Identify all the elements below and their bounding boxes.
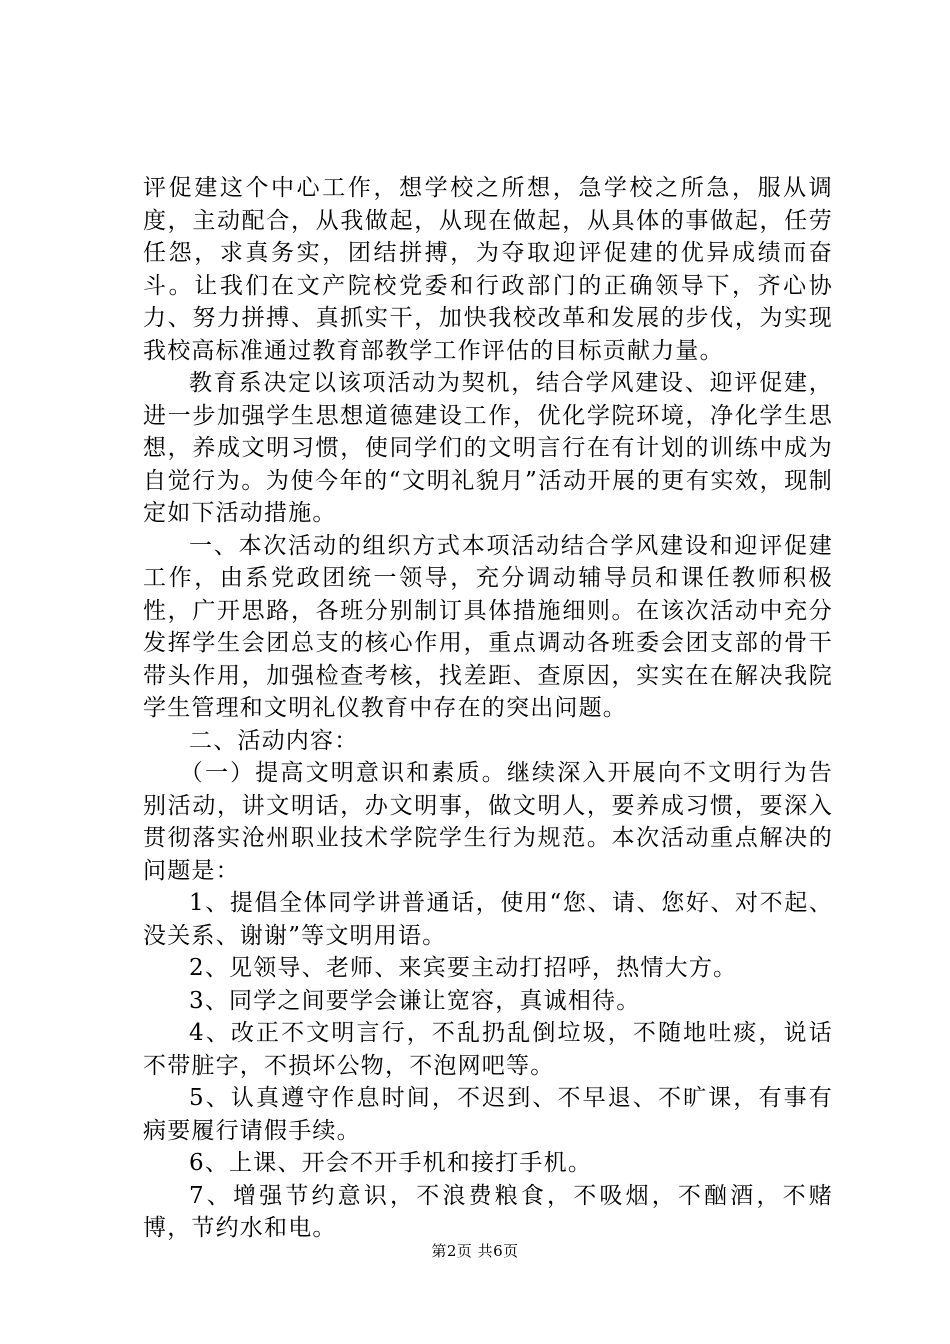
list-item-6: 6、上课、开会不开手机和接打手机。	[189, 1150, 593, 1176]
list-item-1: 1、提倡全体同学讲普通话，使用“您、请、您好、对不起、没关系、谢谢”等文明用语。	[143, 890, 833, 949]
paragraph-section-one: 一、本次活动的组织方式本项活动结合学风建设和迎评促建工作，由系党政团统一领导，充分调动辅导员和课任教师积极性，广开思路，各班分别制订具体措施细则。在该次活动中充分发挥学生会团总支的核心作用，重点调动各班委会团支部的骨干带头作用，加强检查考核，找差距、查原因，实实在在解决我院学生管理和文明礼仪教育中存在的突出问题。	[143, 532, 833, 721]
list-item-7: 7、增强节约意识，不浪费粮食，不吸烟，不酗酒，不赌博，节约水和电。	[143, 1182, 833, 1241]
paragraph-continuation: 评促建这个中心工作，想学校之所想，急学校之所急，服从调度，主动配合，从我做起，从现在做起，从具体的事做起，任劳任怨，求真务实，团结拼搏，为夺取迎评促建的优异成绩而奋斗。让我们在文产院校党委和行政部门的正确领导下，齐心协力、努力拼搏、真抓实干，加快我校改革和发展的步伐，为实现我校高标准通过教育部教学工作评估的目标贡献力量。	[143, 175, 833, 364]
page-number-footer: 第2页 共6页	[431, 1242, 519, 1260]
paragraph-intro: 教育系决定以该项活动为契机，结合学风建设、迎评促建，进一步加强学生思想道德建设工作，优化学院环境，净化学生思想，养成文明习惯，使同学们的文明言行在有计划的训练中成为自觉行为。为使今年的“文明礼貌月”活动开展的更有实效，现制定如下活动措施。	[143, 370, 833, 526]
document-body	[143, 172, 833, 1245]
list-item-5: 5、认真遵守作息时间，不迟到、不早退、不旷课，有事有病要履行请假手续。	[143, 1085, 833, 1144]
list-item-4: 4、改正不文明言行，不乱扔乱倒垃圾，不随地吐痰，说话不带脏字，不损坏公物，不泡网吧等。	[143, 1020, 833, 1079]
list-item-3: 3、同学之间要学会谦让宽容，真诚相待。	[189, 987, 641, 1014]
list-item-2: 2、见领导、老师、来宾要主动打招呼，热情大方。	[189, 955, 738, 981]
heading-section-two: 二、活动内容：	[189, 727, 359, 754]
paragraph-subsection-one: （一）提高文明意识和素质。继续深入开展向不文明行为告别活动，讲文明话，办文明事，做文明人，要养成习惯，要深入贯彻落实沧州职业技术学院学生行为规范。本次活动重点解决的问题是：	[143, 760, 833, 884]
